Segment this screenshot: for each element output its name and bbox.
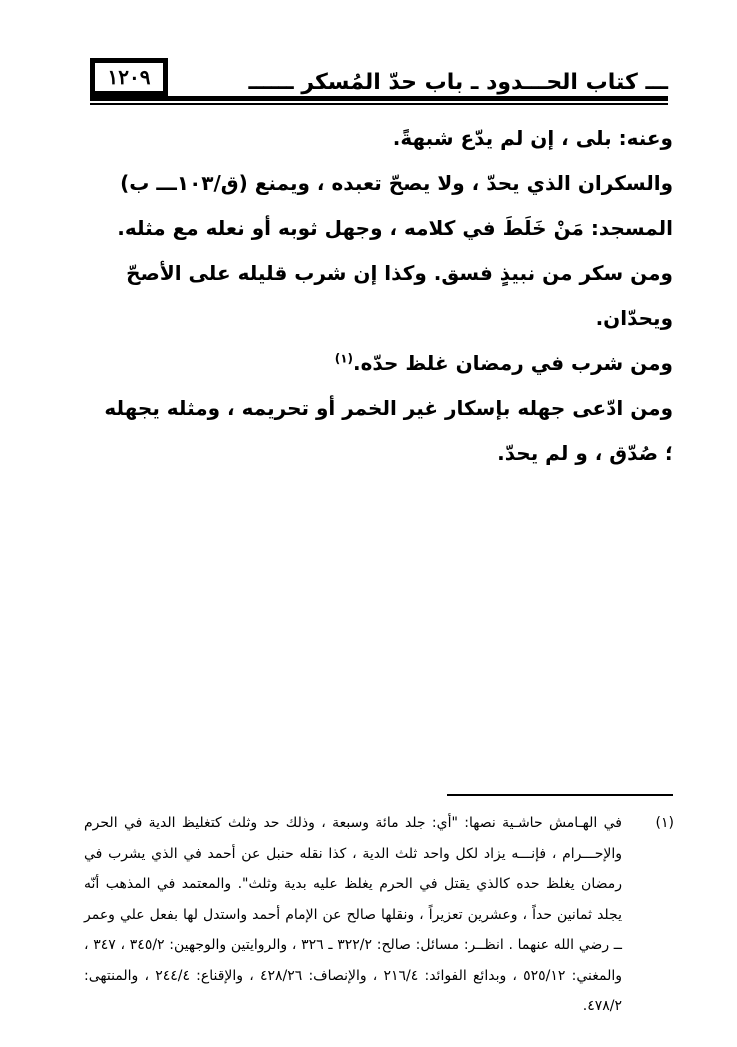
paragraph-1: وعنه: بلى ، إن لم يدّع شبهةً. — [392, 126, 673, 150]
footnote-text: في الهـامش حاشـية نصها: "أي: جلد مائة وسبعة ، وذلك حد وثلث كتغليظ الدية في الحرم والإحـــرام ، فإنـــه يزاد لكل واحد ثلث الدية ، كذا نقله حنبل عن أحمد في الذي يشرب في رمضان يغلظ حده كالذي يقتل في الحرم يغلظ عليه بدية وثلث". والمعتمد في المذهب أنّه يجلد ثمانين حداً ، وعشرين تعزيراً ، ونقلها صالح عن الإمام أحمد واستدل لها بفعل علي وعمر ــ رضي الله عنهما . انظــر: مسائل: صالح: ٣٢٢/٢ ـ ٣٢٦ ، والروايتين والوجهين: ٣٤٥/٢ ، ٣٤٧ ، والمغني: ٥٢٥/١٢ ، وبدائع الفوائد: ٢١٦/٤ ، والإنصاف: ٤٢٨/٢٦ ، والإقناع: ٢٤٤/٤ ، والمنتهى: ٤٧٨/٢. — [84, 815, 623, 1014]
main-text — [95, 116, 673, 476]
page-number: ١٢٠٩ — [90, 58, 168, 96]
footnote-reference: (١) — [334, 351, 354, 366]
footnote — [84, 808, 674, 1022]
page-header — [90, 58, 668, 106]
running-title: ـــ كتاب الحـــدود ـ باب حدّ المُسكر ــــــ — [248, 70, 668, 95]
header-rule-thin — [90, 103, 668, 105]
footnote-separator — [447, 794, 673, 796]
footnote-marker: (١) — [655, 815, 674, 831]
paragraph-2: والسكران الذي يحدّ ، ولا يصحّ تعبده ، ويمنع (ق/١٠٣ـــ ب) المسجد: مَنْ خَلَطَ في كلامه ، وجهل ثوبه أو نعله مع مثله. — [117, 171, 673, 240]
paragraph-5: ومن ادّعى جهله بإسكار غير الخمر أو تحريمه ، ومثله يجهله ؛ صُدّق ، و لم يحدّ. — [104, 396, 673, 465]
paragraph-3: ومن سكر من نبيذٍ فسق. وكذا إن شرب قليله على الأصحّ ويحدّان. — [126, 261, 673, 330]
paragraph-4-text: ومن شرب في رمضان غلظ حدّه. — [353, 351, 673, 375]
paragraph-4 — [95, 341, 673, 386]
header-rule-thick — [90, 96, 668, 101]
